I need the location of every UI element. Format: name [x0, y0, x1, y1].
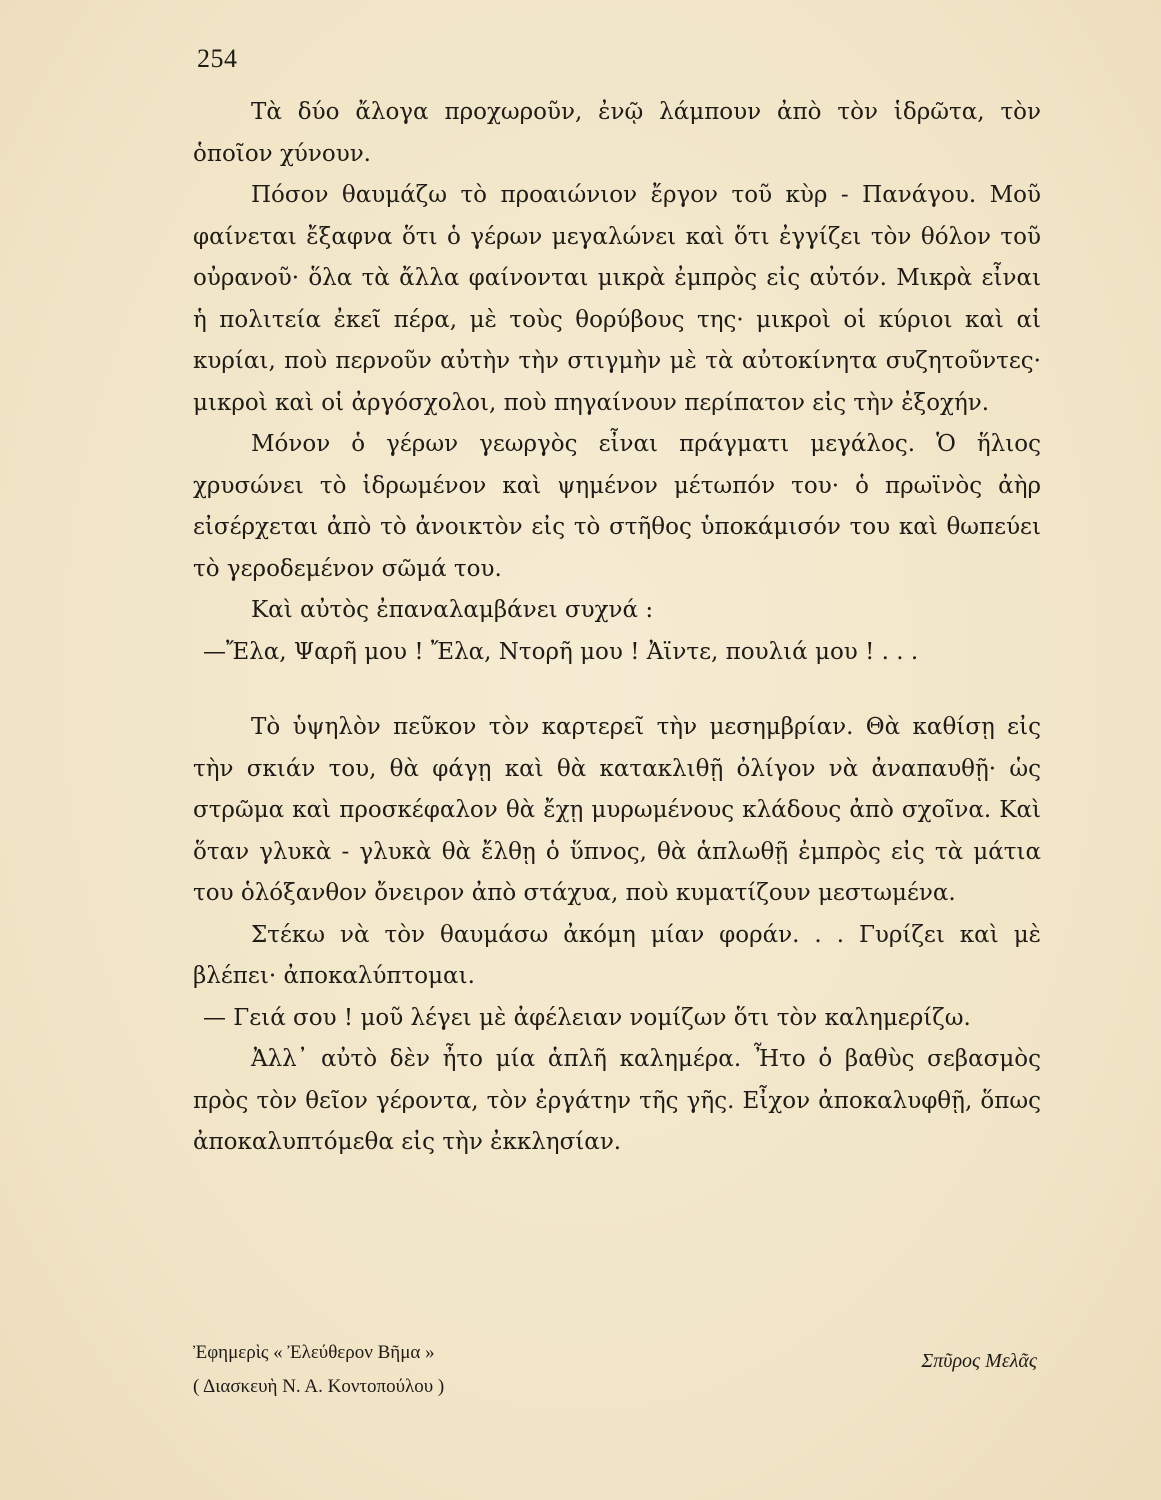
- dialogue-line: — Γειά σου ! μοῦ λέγει μὲ ἀφέλειαν νομίζων ὅτι τὸν καλημερίζω.: [203, 1004, 971, 1031]
- paragraph: Τὰ δύο ἄλογα προχωροῦν, ἐνῷ λάμπουν ἀπὸ τὸν ἱδρῶτα, τὸν ὁποῖον χύνουν.: [193, 99, 1041, 167]
- paragraph: Καὶ αὐτὸς ἐπαναλαμβάνει συχνά :: [251, 597, 654, 623]
- page-number: 254: [197, 44, 238, 73]
- paragraph: Στέκω νὰ τὸν θαυμάσω ἀκόμη μίαν φοράν. . . Γυρίζει καὶ μὲ βλέπει· ἀποκαλύπτομαι.: [193, 921, 1041, 989]
- author-name: Σπῦρος Μελᾶς: [921, 1350, 1037, 1372]
- source-adaptation: ( Διασκευὴ Ν. Α. Κοντοπούλου ): [193, 1376, 445, 1397]
- source-newspaper: Ἐφημερὶς « Ἐλεύθερον Βῆμα »: [193, 1342, 435, 1363]
- dialogue-line: —Ἔλα, Ψαρῆ μου ! Ἔλα, Ντορῆ μου ! Ἀϊντε, πουλιά μου ! . . .: [203, 638, 919, 665]
- paragraph: Τὸ ὑψηλὸν πεῦκον τὸν καρτερεῖ τὴν μεσημβρίαν. Θὰ καθίσῃ εἰς τὴν σκιάν του, θὰ φάγῃ καὶ θὰ κατακλιθῇ ὀλίγον νὰ ἀναπαυθῇ· ὡς στρῶμα καὶ προσκέφαλον θὰ ἔχῃ μυρωμένους κλάδους ἀπὸ σχοῖνα. Καὶ ὅταν γλυκὰ - γλυκὰ θὰ ἔλθῃ ὁ ὕπνος, θὰ ἁπλωθῇ ἐμπρὸς εἰς τὰ μάτια του ὁλόξανθον ὄνειρον ἀπὸ στάχυα, ποὺ κυματίζουν μεστωμένα.: [193, 714, 1041, 906]
- source-citation: [193, 1336, 444, 1404]
- body-text: [193, 92, 1041, 1164]
- page-footer: [193, 1336, 1041, 1406]
- paragraph: Πόσον θαυμάζω τὸ προαιώνιον ἔργον τοῦ κὺρ - Πανάγου. Μοῦ φαίνεται ἔξαφνα ὅτι ὁ γέρων μεγαλώνει καὶ ὅτι ἐγγίζει τὸν θόλον τοῦ οὐρανοῦ· ὅλα τὰ ἄλλα φαίνονται μικρὰ ἐμπρὸς εἰς αὐτόν. Μικρὰ εἶναι ἡ πολιτεία ἐκεῖ πέρα, μὲ τοὺς θορύβους της· μικροὶ οἱ κύριοι καὶ αἱ κυρίαι, ποὺ περνοῦν αὐτὴν τὴν στιγμὴν μὲ τὰ αὐτοκίνητα συζητοῦντες· μικροὶ καὶ οἱ ἀργόσχολοι, ποὺ πηγαίνουν περίπατον εἰς τὴν ἐξοχήν.: [193, 182, 1041, 416]
- paragraph: Μόνον ὁ γέρων γεωργὸς εἶναι πράγματι μεγάλος. Ὁ ἥλιος χρυσώνει τὸ ἱδρωμένον καὶ ψημένον μέτωπόν του· ὁ πρωϊνὸς ἀὴρ εἰσέρχεται ἀπὸ τὸ ἀνοικτὸν εἰς τὸ στῆθος ὑποκάμισόν του καὶ θωπεύει τὸ γεροδεμένον σῶμά του.: [193, 431, 1041, 582]
- paragraph: Ἀλλ᾽ αὐτὸ δὲν ἦτο μία ἁπλῆ καλημέρα. Ἦτο ὁ βαθὺς σεβασμὸς πρὸς τὸν θεῖον γέροντα, τὸν ἐργάτην τῆς γῆς. Εἶχον ἀποκαλυφθῇ, ὅπως ἀποκαλυπτόμεθα εἰς τὴν ἐκκλησίαν.: [193, 1046, 1041, 1155]
